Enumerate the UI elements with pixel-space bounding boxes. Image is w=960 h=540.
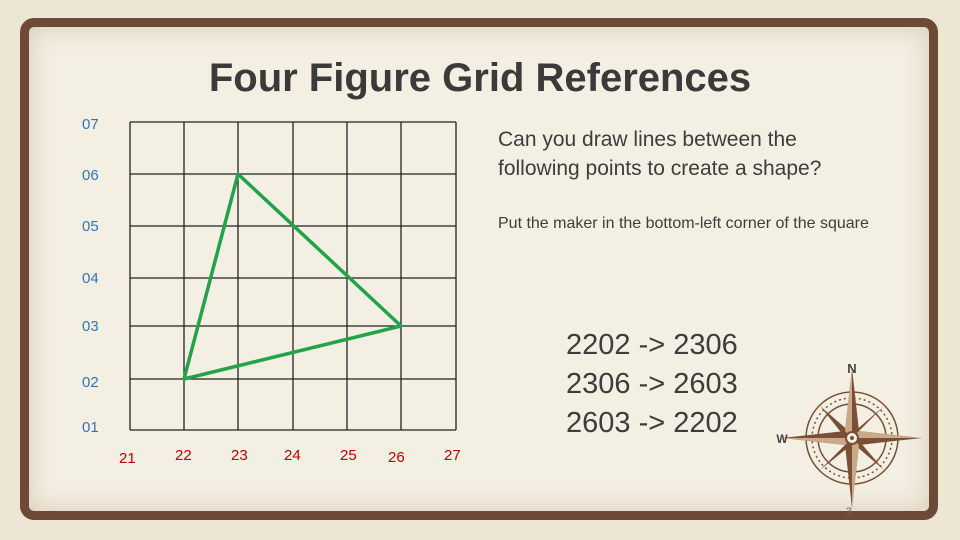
northing-label-05: 05 (82, 218, 99, 235)
easting-label-24: 24 (284, 447, 301, 464)
northing-label-06: 06 (82, 167, 99, 184)
northing-label-03: 03 (82, 318, 99, 335)
slide-title: Four Figure Grid References (208, 56, 752, 100)
compass-west-label: W (776, 432, 788, 446)
compass-rose-icon (770, 358, 930, 518)
point-pair-1: 2202 -> 2306 (566, 329, 738, 361)
northing-label-02: 02 (82, 374, 99, 391)
question-text: Can you draw lines between the following points to create a shape? (498, 128, 822, 180)
point-pair-3: 2603 -> 2202 (566, 407, 738, 439)
easting-label-22: 22 (175, 447, 192, 464)
page-number: 3 (846, 506, 853, 518)
northing-label-07: 07 (82, 116, 99, 133)
point-pair-2: 2306 -> 2603 (566, 368, 738, 400)
easting-label-23: 23 (231, 447, 248, 464)
easting-label-27: 27 (444, 447, 461, 464)
grid-lines (130, 122, 456, 430)
compass-north-label: N (847, 361, 857, 376)
easting-label-25: 25 (340, 447, 357, 464)
northing-label-01: 01 (82, 419, 99, 436)
northing-label-04: 04 (82, 270, 99, 287)
easting-label-26: 26 (388, 449, 405, 466)
hint-text: Put the maker in the bottom-left corner of the square (498, 215, 869, 232)
easting-label-21: 21 (119, 450, 136, 467)
